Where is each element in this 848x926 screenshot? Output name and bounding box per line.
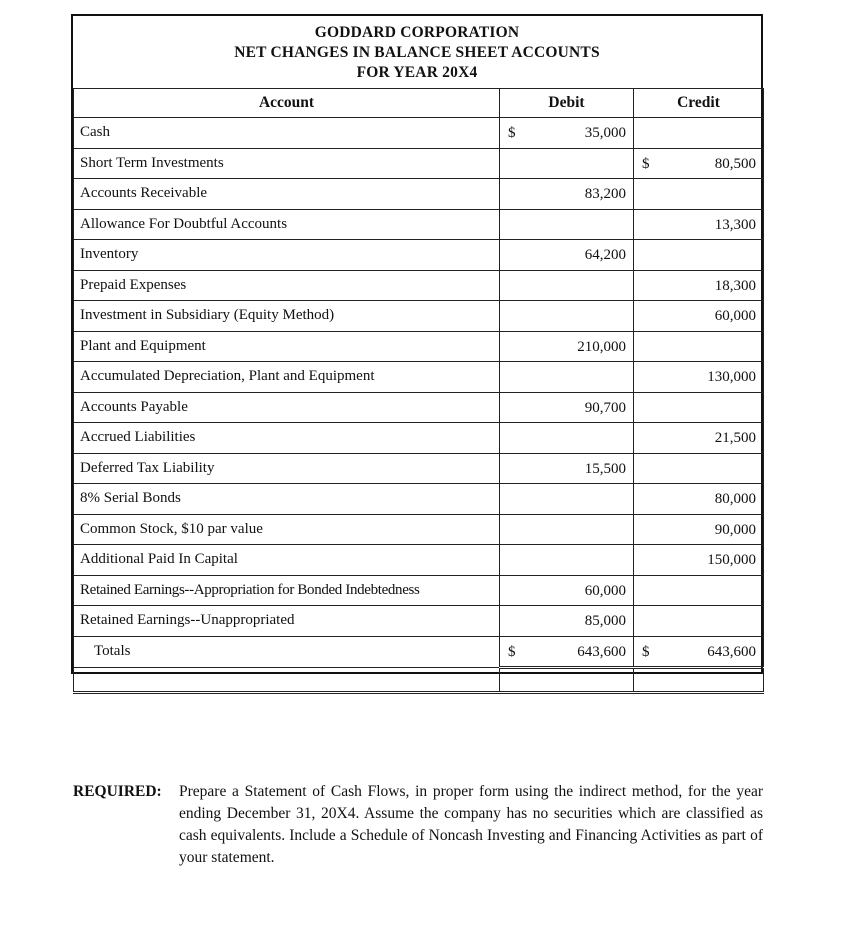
debit-value: 90,700 <box>584 399 626 416</box>
credit-cell <box>634 179 764 210</box>
account-name: Cash <box>74 118 500 149</box>
account-name: Retained Earnings--Unappropriated <box>74 606 500 637</box>
account-column-header: Account <box>74 89 500 118</box>
dollar-sign: $ <box>508 125 516 141</box>
credit-cell <box>634 453 764 484</box>
debit-cell <box>500 362 634 393</box>
totals-debit-cell <box>500 636 634 668</box>
totals-credit-value: 643,600 <box>707 643 756 660</box>
table-row <box>74 331 764 362</box>
table-row <box>74 270 764 301</box>
company-name: GODDARD CORPORATION <box>314 24 520 41</box>
debit-cell <box>500 545 634 576</box>
dollar-sign: $ <box>642 155 650 172</box>
totals-credit-cell <box>634 636 764 668</box>
ledger-table <box>73 88 764 694</box>
credit-value: 21,500 <box>714 430 756 446</box>
blank-cell <box>74 668 500 693</box>
credit-value: 90,000 <box>714 521 756 538</box>
blank-cell <box>500 668 634 693</box>
table-row <box>74 148 764 179</box>
debit-cell <box>500 514 634 545</box>
debit-cell <box>500 484 634 515</box>
blank-cell <box>634 668 764 693</box>
debit-cell <box>500 423 634 454</box>
table-row <box>74 423 764 454</box>
required-label: REQUIRED: <box>73 783 162 800</box>
debit-cell <box>500 179 634 210</box>
debit-column-header: Debit <box>500 89 634 118</box>
credit-value: 60,000 <box>714 308 756 324</box>
debit-cell <box>500 301 634 332</box>
account-name: Accrued Liabilities <box>74 423 500 454</box>
table-row <box>74 179 764 210</box>
account-name: 8% Serial Bonds <box>74 484 500 515</box>
credit-cell <box>634 484 764 515</box>
credit-cell <box>634 606 764 637</box>
debit-cell <box>500 240 634 271</box>
account-name: Allowance For Doubtful Accounts <box>74 209 500 240</box>
credit-column-header: Credit <box>634 89 764 118</box>
credit-cell <box>634 392 764 423</box>
account-name: Inventory <box>74 240 500 271</box>
credit-cell <box>634 118 764 149</box>
credit-cell <box>634 575 764 606</box>
account-name: Deferred Tax Liability <box>74 453 500 484</box>
balance-sheet-changes-table <box>71 14 763 674</box>
table-row <box>74 240 764 271</box>
report-period: FOR YEAR 20X4 <box>356 64 478 81</box>
credit-cell <box>634 209 764 240</box>
account-name: Accumulated Depreciation, Plant and Equipment <box>74 362 500 393</box>
credit-cell <box>634 514 764 545</box>
account-name: Plant and Equipment <box>74 331 500 362</box>
account-name: Investment in Subsidiary (Equity Method) <box>74 301 500 332</box>
table-row <box>74 484 764 515</box>
table-row <box>74 606 764 637</box>
debit-value: 210,000 <box>577 338 626 355</box>
account-name: Retained Earnings--Appropriation for Bonded Indebtedness <box>74 575 500 606</box>
debit-value: 85,000 <box>584 613 626 629</box>
debit-cell <box>500 606 634 637</box>
account-name: Additional Paid In Capital <box>74 545 500 576</box>
account-name: Accounts Payable <box>74 392 500 423</box>
debit-value: 83,200 <box>584 186 626 202</box>
credit-value: 13,300 <box>714 216 756 233</box>
credit-value: 150,000 <box>707 552 756 568</box>
account-name: Prepaid Expenses <box>74 270 500 301</box>
credit-cell <box>634 240 764 271</box>
debit-cell <box>500 392 634 423</box>
table-row <box>74 392 764 423</box>
credit-cell <box>634 270 764 301</box>
ledger-body <box>74 118 764 693</box>
account-name: Accounts Receivable <box>74 179 500 210</box>
credit-cell <box>634 148 764 179</box>
table-row <box>74 118 764 149</box>
debit-cell <box>500 270 634 301</box>
table-row <box>74 514 764 545</box>
dollar-sign: $ <box>642 643 650 660</box>
debit-cell <box>500 453 634 484</box>
credit-value: 130,000 <box>707 369 756 385</box>
table-row <box>74 301 764 332</box>
table-row <box>74 545 764 576</box>
debit-value: 60,000 <box>584 582 626 599</box>
dollar-sign: $ <box>508 643 516 660</box>
report-title: NET CHANGES IN BALANCE SHEET ACCOUNTS <box>234 44 600 61</box>
debit-value: 64,200 <box>584 247 626 263</box>
table-row <box>74 209 764 240</box>
credit-cell <box>634 301 764 332</box>
credit-value: 18,300 <box>714 277 756 294</box>
totals-label: Totals <box>74 636 500 668</box>
account-name: Short Term Investments <box>74 148 500 179</box>
debit-cell <box>500 148 634 179</box>
credit-value: 80,000 <box>714 491 756 507</box>
credit-cell <box>634 423 764 454</box>
debit-cell <box>500 331 634 362</box>
account-name: Common Stock, $10 par value <box>74 514 500 545</box>
required-text: Prepare a Statement of Cash Flows, in proper form using the indirect method, for the year ending December 31, 20X4. Assume the company has no securities which are classified as cash equivalents. Include a Schedule of Noncash Investing and Financing Activities as part of your statement. <box>179 783 763 866</box>
debit-cell <box>500 575 634 606</box>
debit-value: 35,000 <box>584 125 626 141</box>
debit-cell <box>500 209 634 240</box>
credit-cell <box>634 362 764 393</box>
table-row <box>74 453 764 484</box>
table-header <box>73 16 761 90</box>
debit-value: 15,500 <box>584 460 626 477</box>
credit-value: 80,500 <box>714 155 756 172</box>
blank-row <box>74 668 764 693</box>
totals-row <box>74 636 764 668</box>
credit-cell <box>634 545 764 576</box>
debit-cell <box>500 118 634 149</box>
credit-cell <box>634 331 764 362</box>
totals-debit-value: 643,600 <box>577 643 626 660</box>
column-header-row <box>74 89 764 118</box>
table-row <box>74 575 764 606</box>
table-row <box>74 362 764 393</box>
